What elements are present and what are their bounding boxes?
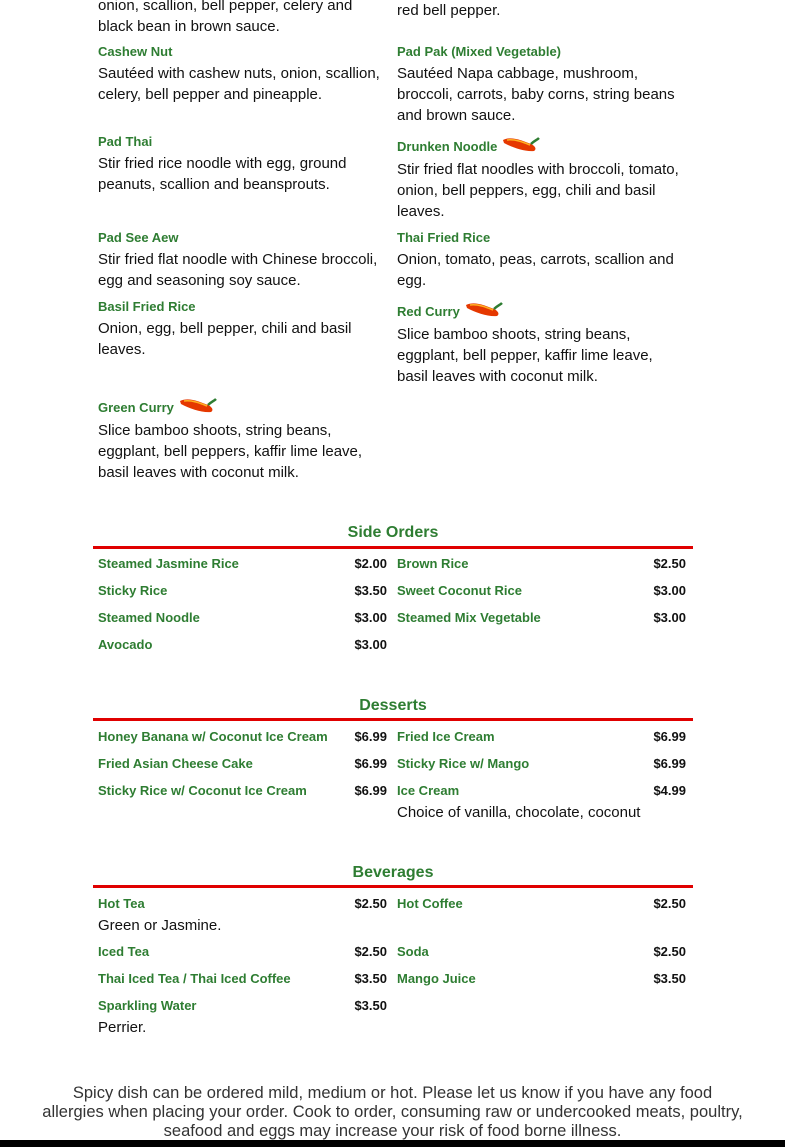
menu-item-price: $3.00 bbox=[653, 610, 686, 625]
entree-desc-partial-right: red bell pepper. bbox=[397, 2, 501, 19]
menu-item-name: Sparkling Water bbox=[98, 998, 197, 1013]
section-divider bbox=[93, 718, 693, 721]
menu-item-desc: Green or Jasmine. bbox=[98, 917, 222, 934]
menu-item-desc: Sautéed with cashew nuts, onion, scallion, celery, bell pepper and pineapple. bbox=[98, 65, 380, 103]
menu-item-desc: Stir fried flat noodles with broccoli, tomato, onion, bell peppers, egg, chili and basil leaves. bbox=[397, 161, 679, 220]
menu-item-name: Green Curry bbox=[98, 399, 174, 415]
menu-item-name: Thai Iced Tea / Thai Iced Coffee bbox=[98, 971, 291, 986]
menu-item-name-spicy bbox=[397, 136, 541, 159]
menu-item-price: $6.99 bbox=[653, 756, 686, 771]
menu-item-desc: Onion, egg, bell pepper, chili and basil leaves. bbox=[98, 320, 352, 358]
menu-item-name: Fried Ice Cream bbox=[397, 729, 495, 744]
menu-item-price: $2.50 bbox=[653, 556, 686, 571]
menu-item-price: $2.50 bbox=[653, 944, 686, 959]
menu-item-price: $6.99 bbox=[354, 756, 387, 771]
menu-item-price: $3.00 bbox=[354, 610, 387, 625]
chili-pepper-icon bbox=[178, 395, 218, 418]
section-title-side-orders: Side Orders bbox=[347, 524, 439, 541]
menu-item-name: Pad Thai bbox=[98, 134, 153, 149]
menu-item-name-spicy bbox=[397, 301, 504, 324]
menu-item-name: Iced Tea bbox=[98, 944, 150, 959]
menu-item-name: Basil Fried Rice bbox=[98, 299, 196, 314]
menu-item-desc: Stir fried rice noodle with egg, ground peanuts, scallion and beansprouts. bbox=[98, 155, 347, 193]
section-divider bbox=[93, 546, 693, 549]
menu-item-name: Pad Pak (Mixed Vegetable) bbox=[397, 44, 562, 59]
menu-item-name: Hot Coffee bbox=[397, 896, 463, 911]
menu-item-name: Avocado bbox=[98, 637, 153, 652]
menu-item-price: $6.99 bbox=[354, 729, 387, 744]
menu-item-price: $2.50 bbox=[653, 896, 686, 911]
menu-item-price: $6.99 bbox=[653, 729, 686, 744]
menu-item-name: Steamed Noodle bbox=[98, 610, 200, 625]
menu-item-desc: Choice of vanilla, chocolate, coconut bbox=[397, 804, 641, 821]
menu-item-name-spicy bbox=[98, 397, 218, 420]
menu-item-price: $3.50 bbox=[354, 971, 387, 986]
menu-item-price: $2.50 bbox=[354, 944, 387, 959]
menu-item-name: Sticky Rice w/ Coconut Ice Cream bbox=[98, 783, 307, 798]
menu-item-price: $3.50 bbox=[354, 998, 387, 1013]
menu-item-desc: Sautéed Napa cabbage, mushroom, broccoli, carrots, baby corns, string beans and brown sauce. bbox=[397, 65, 675, 124]
menu-item-name: Sticky Rice bbox=[98, 583, 168, 598]
allergy-notice: Spicy dish can be ordered mild, medium or hot. Please let us know if you have any food allergies when placing your order. Cook to order, consuming raw or undercooked meats, poultry, seafood and eggs may increase your risk of food borne illness. bbox=[42, 1084, 743, 1140]
chili-pepper-icon bbox=[464, 299, 504, 322]
menu-item-name: Soda bbox=[397, 944, 429, 959]
menu-item-name: Thai Fried Rice bbox=[397, 230, 491, 245]
chili-pepper-icon bbox=[501, 134, 541, 157]
section-title-desserts: Desserts bbox=[359, 697, 427, 714]
menu-item-price: $4.99 bbox=[653, 783, 686, 798]
menu-item-name: Steamed Mix Vegetable bbox=[397, 610, 541, 625]
menu-item-desc: Slice bamboo shoots, string beans, eggplant, bell pepper, kaffir lime leave, basil leaves with coconut milk. bbox=[397, 326, 653, 385]
menu-item-name: Fried Asian Cheese Cake bbox=[98, 756, 253, 771]
menu-item-name: Ice Cream bbox=[397, 783, 460, 798]
menu-item-name: Drunken Noodle bbox=[397, 138, 498, 154]
menu-item-desc: Slice bamboo shoots, string beans, eggplant, bell peppers, kaffir lime leave, basil leaves with coconut milk. bbox=[98, 422, 363, 481]
menu-item-desc: Onion, tomato, peas, carrots, scallion and egg. bbox=[397, 251, 674, 289]
entree-desc-partial-left: onion, scallion, bell pepper, celery and black bean in brown sauce. bbox=[98, 0, 353, 35]
menu-item-name: Hot Tea bbox=[98, 896, 145, 911]
menu-item-price: $6.99 bbox=[354, 783, 387, 798]
menu-item-name: Cashew Nut bbox=[98, 44, 173, 59]
menu-item-name: Honey Banana w/ Coconut Ice Cream bbox=[98, 729, 328, 744]
menu-item-price: $3.50 bbox=[653, 971, 686, 986]
menu-item-price: $2.50 bbox=[354, 896, 387, 911]
menu-item-price: $3.00 bbox=[653, 583, 686, 598]
menu-item-desc: Stir fried flat noodle with Chinese broccoli, egg and seasoning soy sauce. bbox=[98, 251, 378, 289]
menu-item-name: Mango Juice bbox=[397, 971, 476, 986]
menu-item-price: $3.50 bbox=[354, 583, 387, 598]
menu-item-desc: Perrier. bbox=[98, 1019, 147, 1036]
menu-item-price: $2.00 bbox=[354, 556, 387, 571]
menu-item-name: Red Curry bbox=[397, 303, 460, 319]
menu-item-name: Pad See Aew bbox=[98, 230, 179, 245]
menu-item-price: $3.00 bbox=[354, 637, 387, 652]
menu-item-name: Steamed Jasmine Rice bbox=[98, 556, 239, 571]
footer-bar bbox=[0, 1140, 785, 1147]
menu-item-name: Brown Rice bbox=[397, 556, 469, 571]
section-title-beverages: Beverages bbox=[352, 864, 434, 881]
section-divider bbox=[93, 885, 693, 888]
menu-item-name: Sweet Coconut Rice bbox=[397, 583, 522, 598]
menu-item-name: Sticky Rice w/ Mango bbox=[397, 756, 530, 771]
